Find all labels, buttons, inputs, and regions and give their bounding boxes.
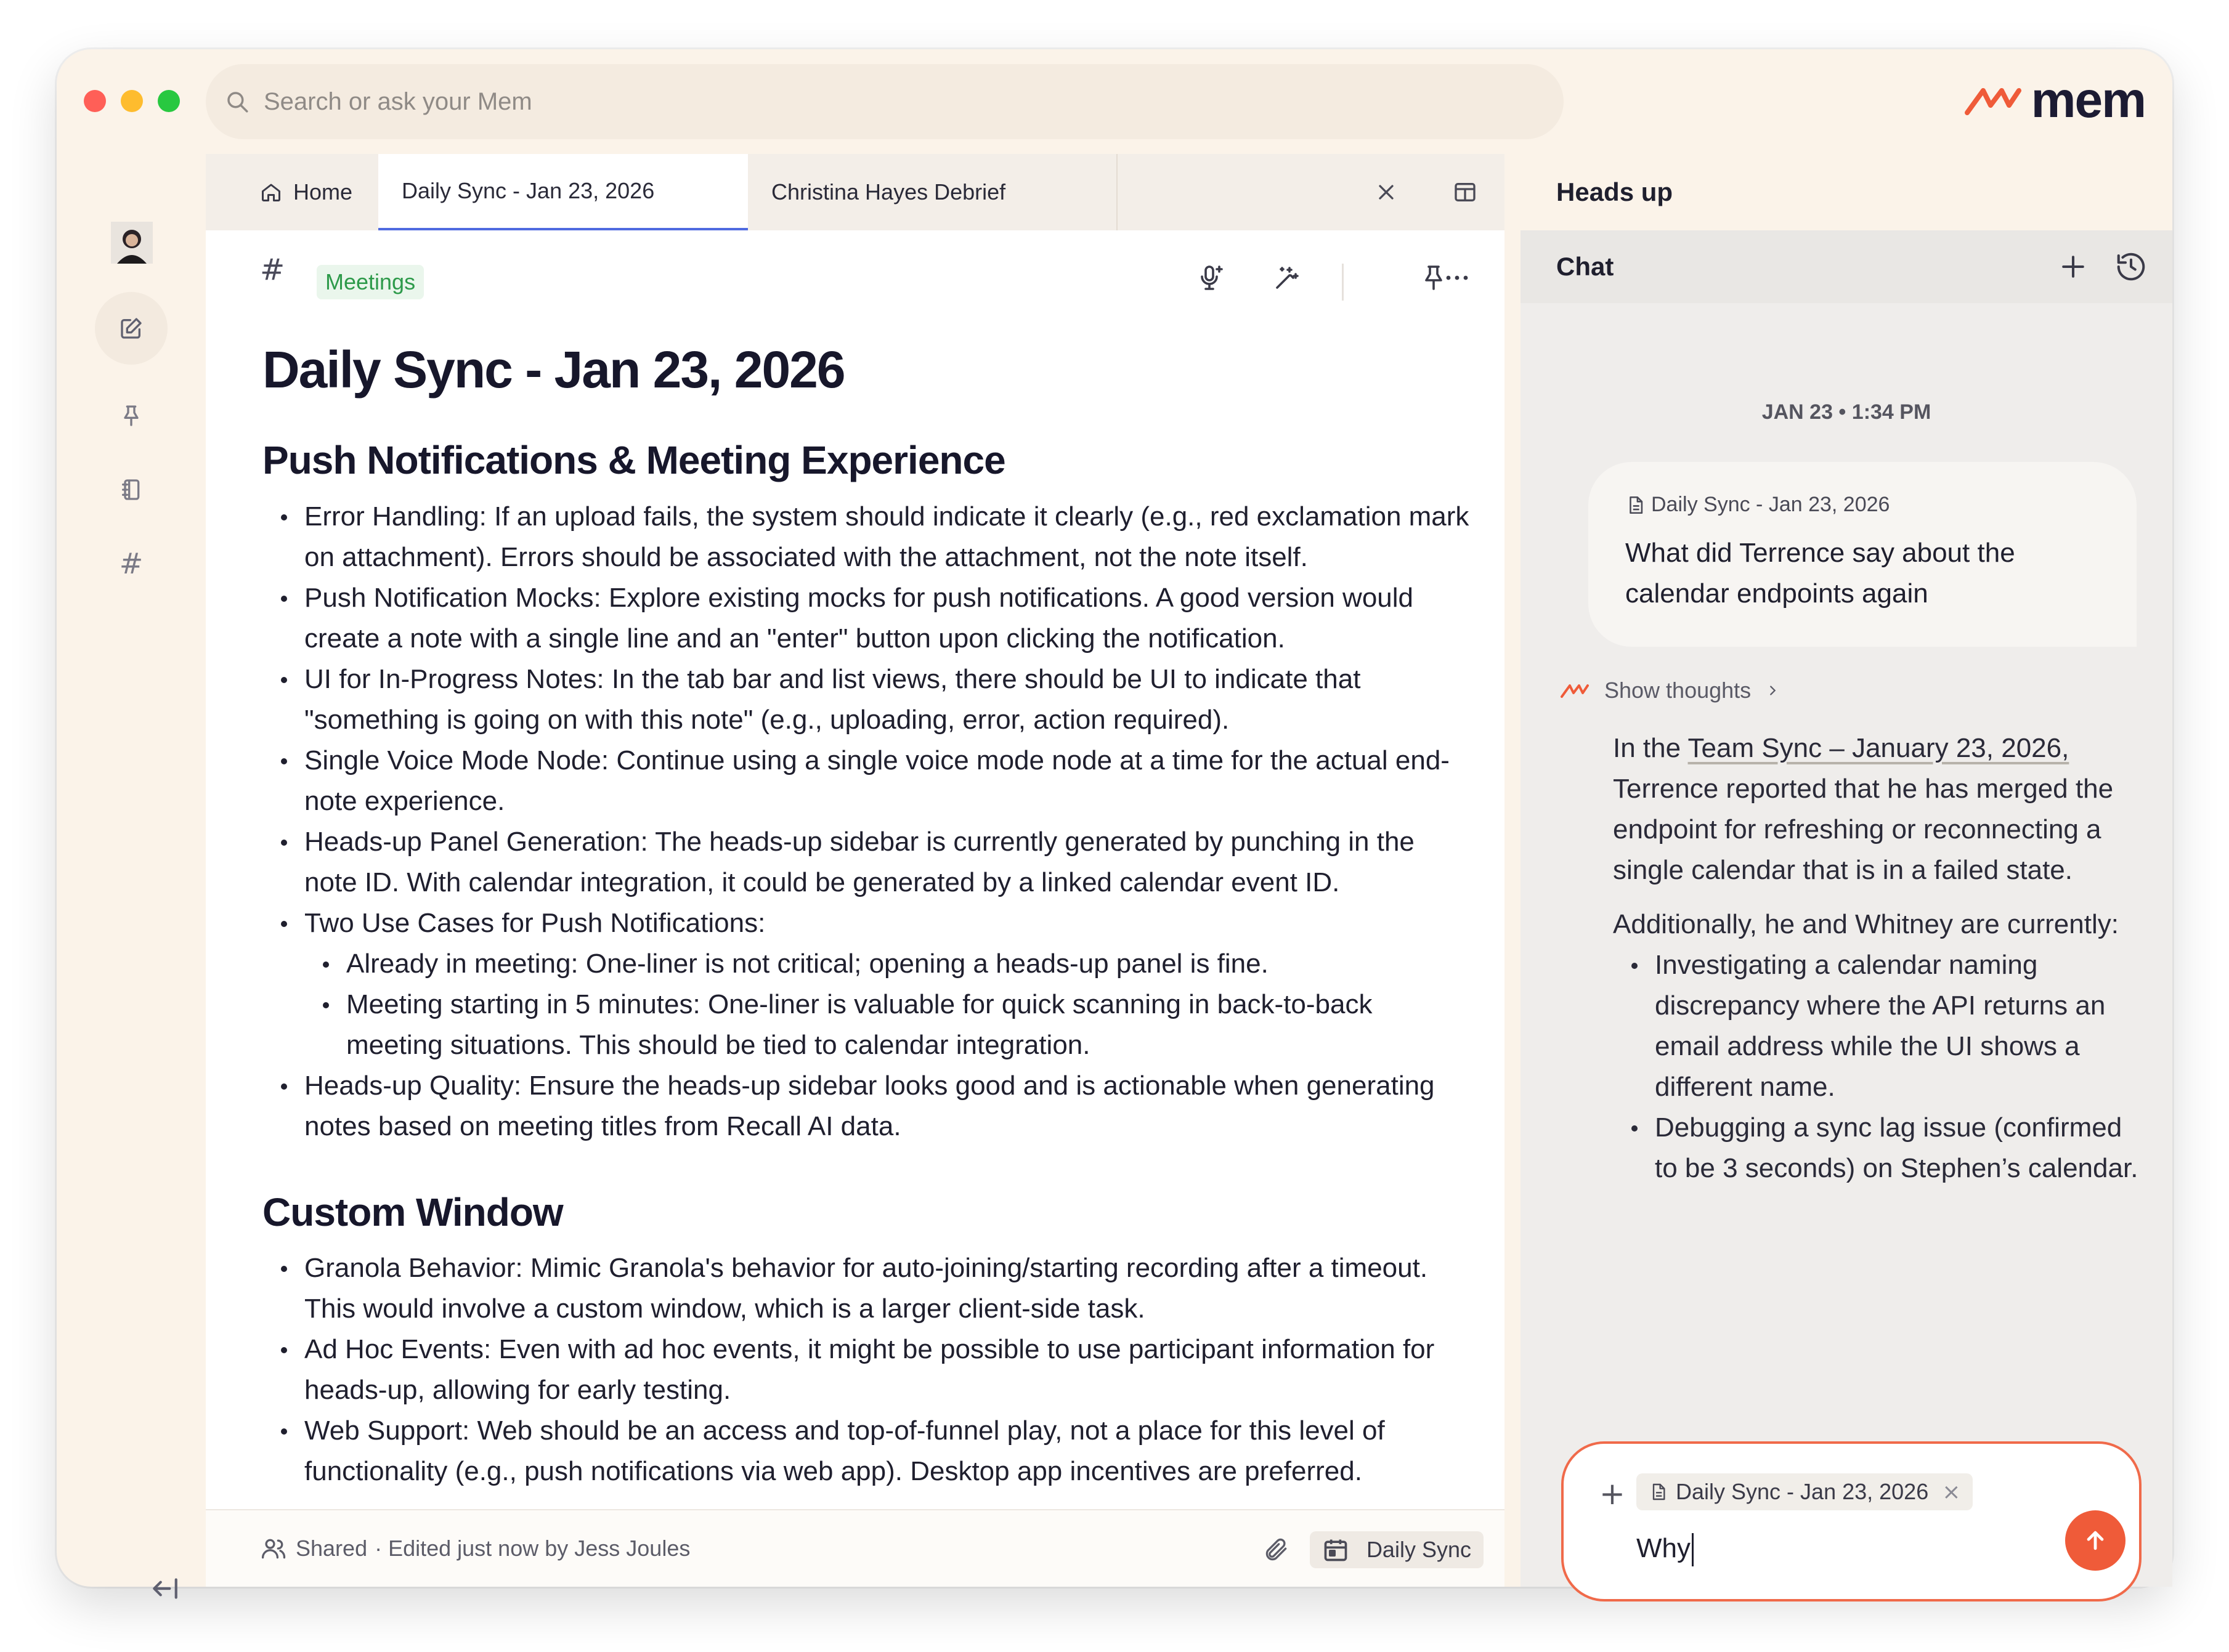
home-icon xyxy=(260,181,282,203)
avatar[interactable] xyxy=(111,222,153,264)
sub-list-item: Meeting starting in 5 minutes: One-liner is valuable for quick scanning in back-to-back meeting situations. This should be tied to calendar integration. xyxy=(262,984,1470,1066)
context-chip-label: Daily Sync - Jan 23, 2026 xyxy=(1676,1479,1929,1504)
edited-status: · Edited just now by Jess Joules xyxy=(375,1536,691,1561)
tab-home[interactable] xyxy=(206,154,378,230)
list-item: Push Notification Mocks: Explore existing mocks for push notifications. A good version would create a note with a single line and an "enter" button upon clicking the notification. xyxy=(262,578,1470,659)
more-options-button[interactable] xyxy=(1435,256,1479,299)
list-item: Heads-up Quality: Ensure the heads-up sidebar looks good and is actionable when generating notes based on meeting titles from Recall AI data. xyxy=(262,1066,1470,1147)
chat-timestamp: JAN 23 • 1:34 PM xyxy=(1761,400,1931,424)
magic-wand-icon xyxy=(1272,263,1302,293)
answer-text: Additionally, he and Whitney are currently: xyxy=(1613,909,2119,939)
list-item: Debugging a sync lag issue (confirmed to be 3 seconds) on Stephen’s calendar. xyxy=(1613,1107,2143,1189)
tag-hash-icon: # xyxy=(260,253,285,287)
ai-assist-button[interactable] xyxy=(1265,256,1309,299)
minimize-window-button[interactable] xyxy=(121,90,143,112)
linked-calendar-event-chip[interactable] xyxy=(1310,1531,1484,1568)
note-title[interactable]: Daily Sync - Jan 23, 2026 xyxy=(262,341,845,399)
section-heading: Custom Window xyxy=(262,1189,563,1234)
mem-logo-icon xyxy=(1963,83,2023,118)
tag-chip[interactable]: Meetings xyxy=(317,265,424,299)
sub-list-item: Already in meeting: One-liner is not critical; opening a heads-up panel is fine. xyxy=(262,944,1470,984)
chat-header xyxy=(1521,230,2172,303)
search-bar[interactable] xyxy=(206,64,1564,139)
shared-users-icon xyxy=(260,1535,287,1562)
tags-nav-button[interactable] xyxy=(95,527,168,600)
answer-text: In the xyxy=(1613,733,1688,763)
note-footer xyxy=(206,1509,1504,1587)
hash-icon: # xyxy=(119,547,144,580)
toggle-layout-button[interactable] xyxy=(1426,154,1504,230)
tab-daily-sync[interactable] xyxy=(378,154,748,230)
list-item: Heads-up Panel Generation: The heads-up sidebar is currently generated by punching in the note ID. With calendar integration, it could be generated by a linked calendar event ID. xyxy=(262,822,1470,903)
tab-home-label: Home xyxy=(293,179,353,204)
toolbar-divider xyxy=(1342,264,1344,301)
microphone-sparkle-icon xyxy=(1196,263,1225,293)
show-thoughts-toggle[interactable] xyxy=(1560,678,1779,703)
list-item: Error Handling: If an upload fails, the system should indicate it clearly (e.g., red exclamation mark on attachment). Errors should be associated with the attachment, not the note itself. xyxy=(262,496,1470,578)
pin-icon xyxy=(119,403,144,428)
tab-christina-label: Christina Hayes Debrief xyxy=(771,179,1006,204)
text-caret xyxy=(1692,1533,1694,1566)
heads-up-header[interactable] xyxy=(1521,154,2172,230)
more-horizontal-icon xyxy=(1442,263,1472,293)
tab-christina-hayes-debrief[interactable] xyxy=(748,154,1118,230)
bullet-list xyxy=(262,1248,1470,1492)
user-message-bubble xyxy=(1588,462,2137,647)
split-view-icon xyxy=(1453,180,1477,204)
document-icon xyxy=(1649,1482,1668,1502)
calendar-chip-label: Daily Sync xyxy=(1366,1537,1471,1562)
bullet-list xyxy=(262,496,1470,1147)
shared-label[interactable]: Shared xyxy=(296,1536,368,1561)
window-controls xyxy=(84,90,180,112)
mem-logo-icon xyxy=(1560,682,1590,699)
list-item: Investigating a calendar naming discrepancy where the API returns an email address while the UI shows a different name. xyxy=(1613,945,2143,1107)
left-rail xyxy=(57,154,205,1587)
answer-text: Terrence reported that he has merged the endpoint for refreshing or reconnecting a single calendar that is in a failed state. xyxy=(1613,774,2114,885)
search-icon xyxy=(224,89,250,115)
right-panel xyxy=(1521,154,2172,1587)
show-thoughts-label: Show thoughts xyxy=(1604,678,1752,703)
chat-input-value: Why xyxy=(1636,1533,1691,1563)
search-input[interactable]: Search or ask your Mem xyxy=(264,87,532,115)
chat-input[interactable] xyxy=(1636,1533,1694,1566)
arrow-up-icon xyxy=(2082,1527,2109,1554)
user-message-text: What did Terrence say about the calendar endpoints again xyxy=(1625,538,2015,609)
new-chat-plus-icon[interactable] xyxy=(2056,250,2090,283)
collapse-sidebar-icon[interactable] xyxy=(149,1573,180,1604)
compose-icon xyxy=(119,316,144,341)
assistant-answer xyxy=(1613,728,2143,1189)
tab-daily-sync-label: Daily Sync - Jan 23, 2026 xyxy=(402,178,655,203)
note-content[interactable] xyxy=(262,339,1470,1487)
chat-title: Chat xyxy=(1556,252,1614,281)
notebook-icon xyxy=(119,477,144,502)
brand-logo xyxy=(1963,72,2145,128)
attachment-icon[interactable] xyxy=(1263,1536,1290,1563)
voice-record-button[interactable] xyxy=(1189,256,1232,299)
section-heading: Push Notifications & Meeting Experience xyxy=(262,437,1005,482)
message-reference-label: Daily Sync - Jan 23, 2026 xyxy=(1651,493,1890,516)
chat-history-icon[interactable] xyxy=(2114,250,2148,283)
chat-composer[interactable] xyxy=(1561,1441,2142,1601)
list-item: Web Support: Web should be an access and top-of-funnel play, not a place for this level of functionality (e.g., push notifications via web app). Desktop app incentives are preferred. xyxy=(262,1411,1470,1492)
chevron-right-icon xyxy=(1766,684,1779,697)
tab-bar xyxy=(206,154,1504,230)
app-window xyxy=(57,49,2172,1587)
calendar-icon xyxy=(1322,1536,1349,1563)
collections-nav-button[interactable] xyxy=(95,453,168,526)
new-note-button[interactable] xyxy=(95,292,168,365)
note-toolbar xyxy=(206,230,1504,310)
list-item: UI for In-Progress Notes: In the tab bar and list views, there should be UI to indicate that "something is going on with this note" (e.g., uploading, error, action required). xyxy=(262,659,1470,740)
list-item: Two Use Cases for Push Notifications: xyxy=(262,903,1470,944)
add-context-button[interactable]: + xyxy=(1599,1476,1625,1512)
list-item: Single Voice Mode Node: Continue using a single voice mode node at a time for the actual end-note experience. xyxy=(262,740,1470,822)
zoom-window-button[interactable] xyxy=(158,90,180,112)
document-icon xyxy=(1625,495,1646,516)
pinned-nav-button[interactable] xyxy=(95,379,168,452)
close-tab-button[interactable] xyxy=(1347,154,1426,230)
close-window-button[interactable] xyxy=(84,90,106,112)
list-item: Granola Behavior: Mimic Granola's behavior for auto-joining/starting recording after a timeout. This would involve a custom window, which is a larger client-side task. xyxy=(262,1248,1470,1329)
brand-name: mem xyxy=(2031,72,2145,128)
heads-up-title: Heads up xyxy=(1556,177,1673,206)
close-icon xyxy=(1374,180,1399,204)
message-reference[interactable] xyxy=(1625,493,2100,517)
list-item: Ad Hoc Events: Even with ad hoc events, it might be possible to use participant information for heads-up, allowing for early testing. xyxy=(262,1329,1470,1411)
note-editor xyxy=(206,154,1504,1587)
context-chip[interactable] xyxy=(1636,1473,1973,1510)
remove-context-icon[interactable]: × xyxy=(1942,1479,1961,1505)
send-button[interactable] xyxy=(2065,1510,2125,1571)
linked-note-reference[interactable]: Team Sync – January 23, 2026, xyxy=(1687,733,2069,763)
